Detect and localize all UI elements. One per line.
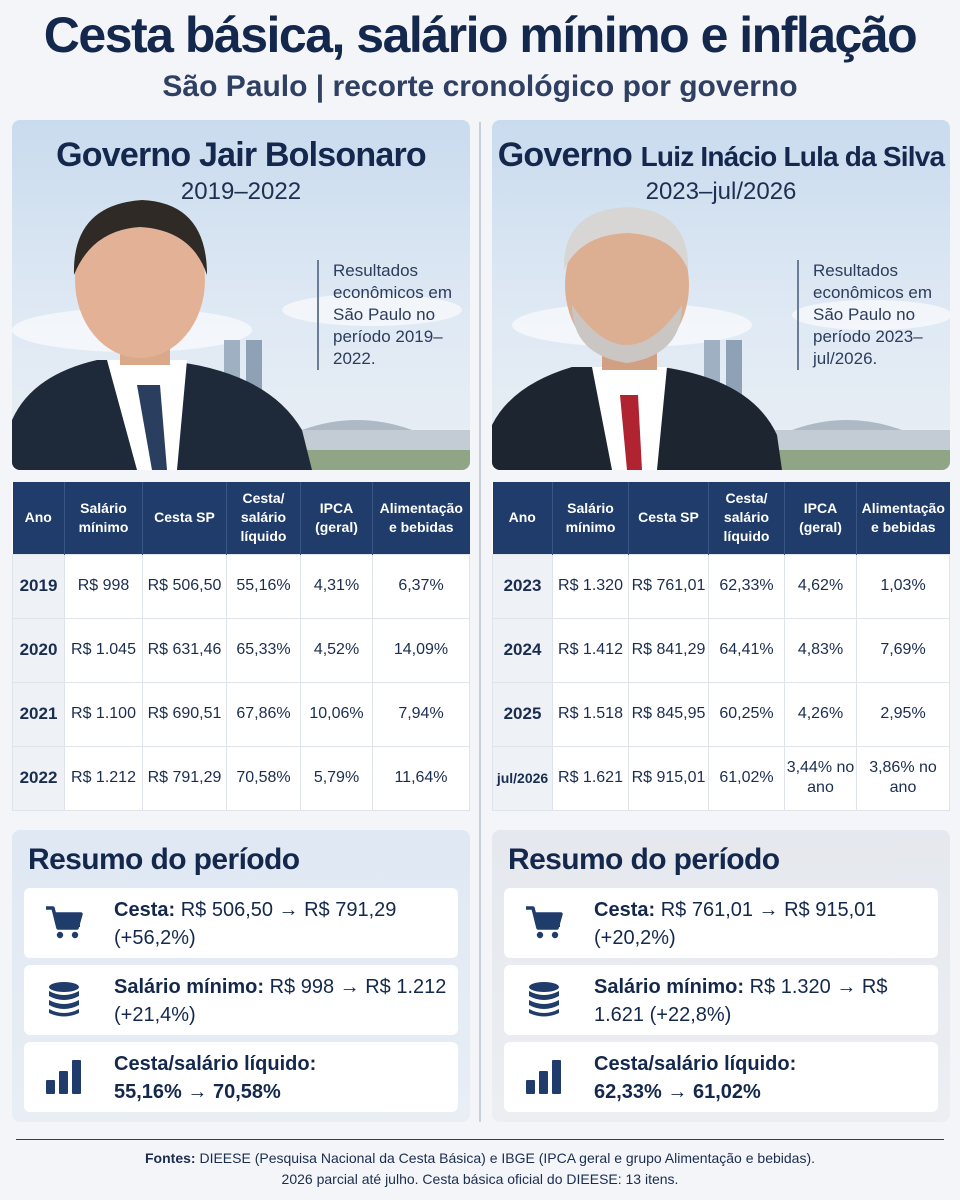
footer-note: 2026 parcial até julho. Cesta básica oficial do DIEESE: 13 itens.: [281, 1171, 679, 1187]
cell-cesta: R$ 791,29: [143, 746, 227, 810]
cell-ano: 2023: [493, 554, 553, 618]
cell-alimentacao: 11,64%: [373, 746, 470, 810]
cell-ipca: 5,79%: [301, 746, 373, 810]
cell-ano: 2021: [13, 682, 65, 746]
summary-label: Cesta:: [594, 899, 656, 921]
summary-item-cesta: [24, 888, 458, 958]
government-prefix: Governo: [497, 136, 632, 174]
cell-ratio: 70,58%: [227, 746, 301, 810]
summary-value: 62,33% → 61,02%: [594, 1081, 761, 1103]
summary-label: Cesta/salário líquido:: [114, 1053, 317, 1075]
data-table-bolsonaro: [12, 482, 470, 811]
cart-icon: [524, 902, 564, 942]
cell-ratio: 61,02%: [709, 746, 785, 810]
cell-ano: jul/2026: [493, 746, 553, 810]
col-header-ano: Ano: [13, 482, 65, 554]
cell-alimentacao: 1,03%: [857, 554, 950, 618]
cell-salario: R$ 1.045: [65, 618, 143, 682]
cell-alimentacao: 14,09%: [373, 618, 470, 682]
government-name: Luiz Inácio Lula da Silva: [640, 141, 945, 172]
summary-title: Resumo do período: [28, 843, 300, 876]
col-header-alimentacao: Alimentação e bebidas: [857, 482, 950, 554]
summary-item-salario: [24, 965, 458, 1035]
cell-ratio: 65,33%: [227, 618, 301, 682]
government-title: Governo Jair Bolsonaro: [56, 136, 426, 174]
cell-salario: R$ 1.518: [553, 682, 629, 746]
cell-ano: 2020: [13, 618, 65, 682]
summary-label: Salário mínimo:: [114, 976, 265, 998]
col-header-ano: Ano: [493, 482, 553, 554]
cell-cesta: R$ 631,46: [143, 618, 227, 682]
column-divider: [479, 122, 481, 1122]
cell-ano: 2024: [493, 618, 553, 682]
bolsonaro-column: [12, 120, 470, 1103]
cell-ipca: 4,31%: [301, 554, 373, 618]
cart-icon: [44, 902, 84, 942]
summary-item-salario: [504, 965, 938, 1035]
cell-cesta: R$ 841,29: [629, 618, 709, 682]
period-note: Resultados econômicos em São Paulo no período 2023–jul/2026.: [797, 260, 945, 370]
summary-title: Resumo do período: [508, 843, 780, 876]
cell-ano: 2019: [13, 554, 65, 618]
page-subtitle: São Paulo | recorte cronológico por governo: [162, 70, 798, 103]
footer-sources: [0, 1148, 960, 1190]
cell-salario: R$ 1.412: [553, 618, 629, 682]
cell-cesta: R$ 506,50: [143, 554, 227, 618]
government-years: 2023–jul/2026: [645, 178, 797, 205]
lula-portrait: [492, 185, 792, 470]
table-row: [13, 746, 470, 810]
table-row: [13, 682, 470, 746]
government-title: [492, 136, 950, 175]
col-header-cesta: Cesta SP: [629, 482, 709, 554]
cell-ratio: 60,25%: [709, 682, 785, 746]
col-header-ratio: Cesta/ salário líquido: [227, 482, 301, 554]
cell-ipca: 4,26%: [785, 682, 857, 746]
table-row: [493, 618, 950, 682]
coins-icon: [44, 979, 84, 1019]
summary-label: Salário mínimo:: [594, 976, 745, 998]
col-header-alimentacao: Alimentação e bebidas: [373, 482, 470, 554]
sources-label: Fontes:: [145, 1150, 196, 1166]
cell-ratio: 62,33%: [709, 554, 785, 618]
cell-cesta: R$ 761,01: [629, 554, 709, 618]
table-row: [493, 554, 950, 618]
table-row: [13, 618, 470, 682]
summary-card-lula: [492, 830, 950, 1122]
col-header-cesta: Cesta SP: [143, 482, 227, 554]
cell-salario: R$ 1.320: [553, 554, 629, 618]
cell-ratio: 64,41%: [709, 618, 785, 682]
data-table-lula: [492, 482, 950, 811]
cell-ipca: 4,83%: [785, 618, 857, 682]
table-row: [493, 682, 950, 746]
cell-ano: 2022: [13, 746, 65, 810]
page-title: Cesta básica, salário mínimo e inflação: [43, 7, 917, 63]
period-note: Resultados econômicos em São Paulo no período 2019–2022.: [317, 260, 465, 370]
cell-salario: R$ 1.100: [65, 682, 143, 746]
bar-chart-icon: [524, 1056, 564, 1096]
cell-ipca: 3,44% no ano: [785, 746, 857, 810]
cell-alimentacao: 7,94%: [373, 682, 470, 746]
cell-alimentacao: 6,37%: [373, 554, 470, 618]
bolsonaro-portrait: [12, 185, 312, 470]
cell-cesta: R$ 845,95: [629, 682, 709, 746]
summary-label: Cesta:: [114, 899, 176, 921]
cell-salario: R$ 998: [65, 554, 143, 618]
cell-ratio: 67,86%: [227, 682, 301, 746]
cell-ratio: 55,16%: [227, 554, 301, 618]
col-header-ipca: IPCA (geral): [785, 482, 857, 554]
summary-value: R$ 761,01 → R$ 915,01 (+20,2%): [594, 899, 877, 949]
cell-ipca: 4,62%: [785, 554, 857, 618]
summary-card-bolsonaro: [12, 830, 470, 1122]
cell-salario: R$ 1.212: [65, 746, 143, 810]
lula-column: [492, 120, 950, 1103]
table-row: [13, 554, 470, 618]
col-header-salario: Salário mínimo: [553, 482, 629, 554]
col-header-ratio: Cesta/ salário líquido: [709, 482, 785, 554]
coins-icon: [524, 979, 564, 1019]
summary-value: R$ 998 → R$ 1.212 (+21,4%): [114, 976, 447, 1026]
col-header-salario: Salário mínimo: [65, 482, 143, 554]
cell-alimentacao: 3,86% no ano: [857, 746, 950, 810]
government-years: 2019–2022: [180, 178, 302, 205]
summary-item-ratio: [504, 1042, 938, 1112]
cell-ipca: 10,06%: [301, 682, 373, 746]
summary-value: R$ 506,50 → R$ 791,29 (+56,2%): [114, 899, 397, 949]
hero-card-bolsonaro: [12, 120, 470, 470]
cell-cesta: R$ 915,01: [629, 746, 709, 810]
table-row: [493, 746, 950, 810]
sources-text: DIEESE (Pesquisa Nacional da Cesta Básica) e IBGE (IPCA geral e grupo Alimentação e bebidas).: [199, 1150, 815, 1166]
hero-card-lula: [492, 120, 950, 470]
cell-salario: R$ 1.621: [553, 746, 629, 810]
summary-item-cesta: [504, 888, 938, 958]
cell-alimentacao: 7,69%: [857, 618, 950, 682]
cell-ipca: 4,52%: [301, 618, 373, 682]
summary-value: R$ 1.320 → R$ 1.621 (+22,8%): [594, 976, 888, 1026]
cell-cesta: R$ 690,51: [143, 682, 227, 746]
col-header-ipca: IPCA (geral): [301, 482, 373, 554]
cell-ano: 2025: [493, 682, 553, 746]
summary-label: Cesta/salário líquido:: [594, 1053, 797, 1075]
bar-chart-icon: [44, 1056, 84, 1096]
footer-divider: [16, 1139, 944, 1140]
summary-value: 55,16% → 70,58%: [114, 1081, 281, 1103]
cell-alimentacao: 2,95%: [857, 682, 950, 746]
summary-item-ratio: [24, 1042, 458, 1112]
